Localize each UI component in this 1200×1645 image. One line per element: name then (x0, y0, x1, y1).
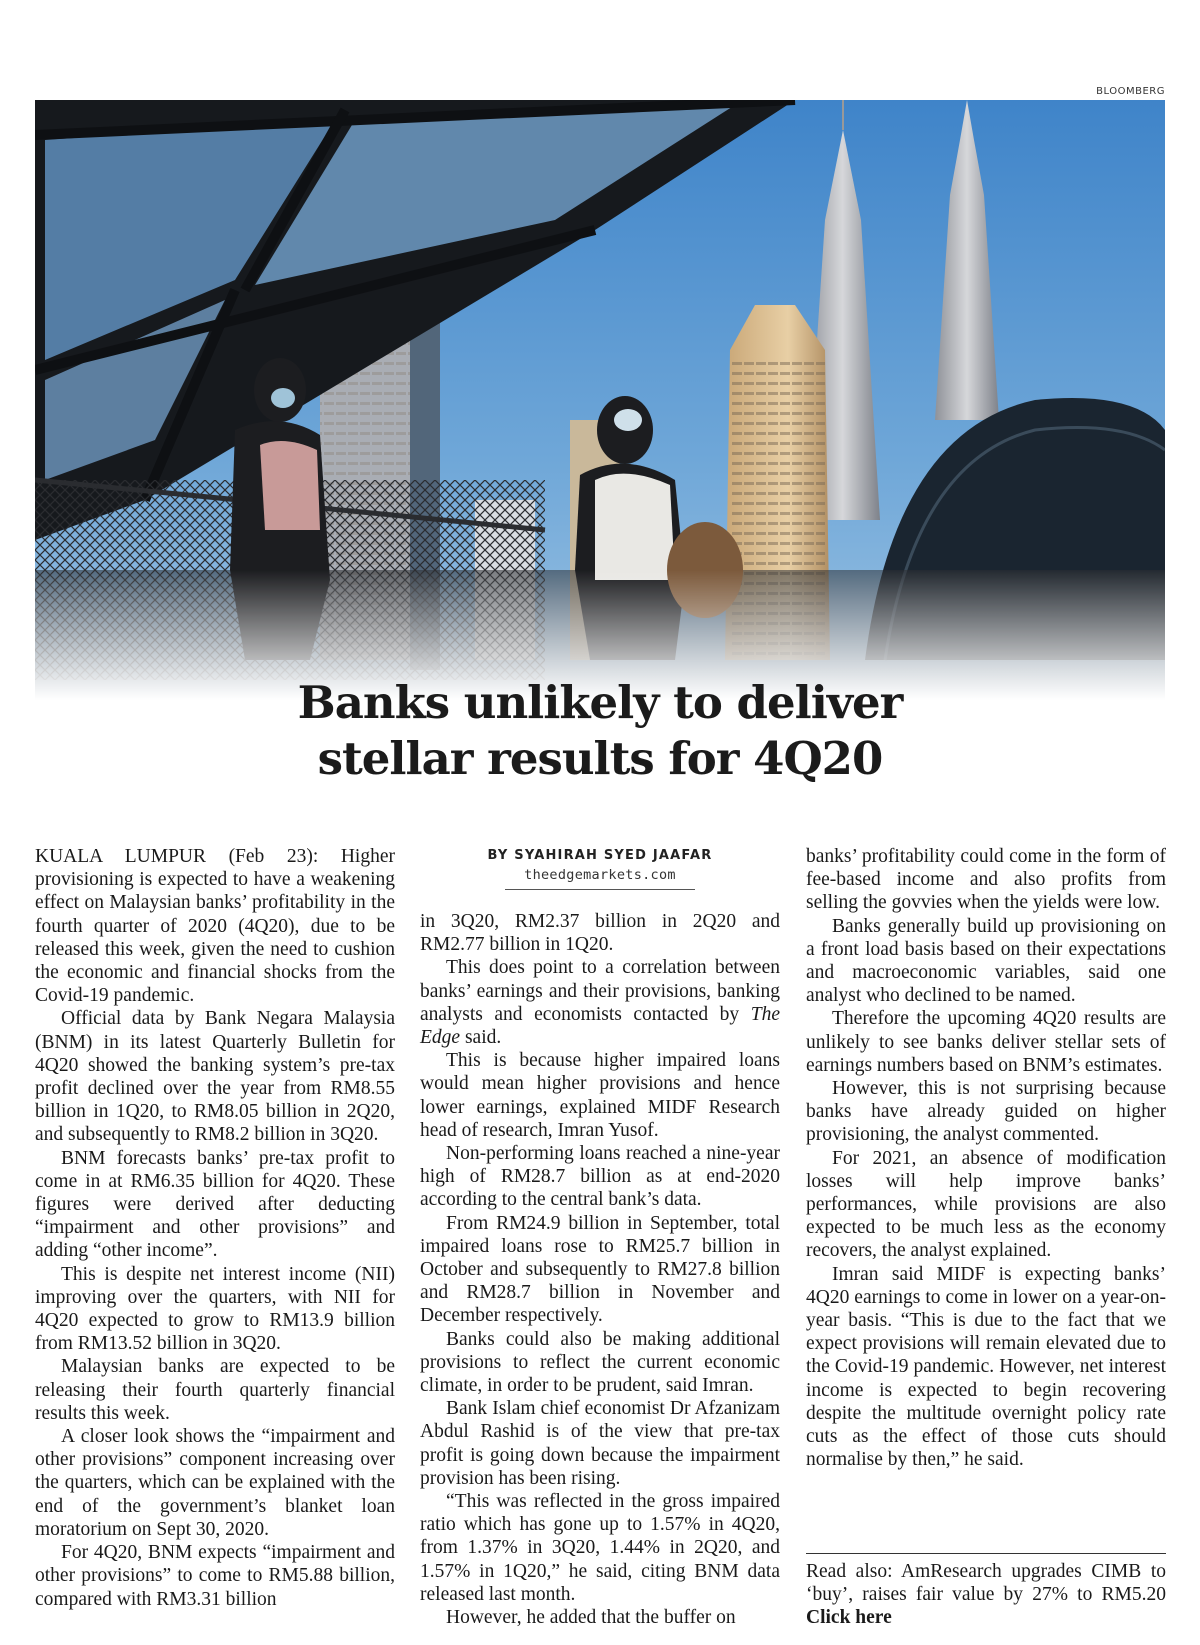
paragraph: Therefore the upcoming 4Q20 results are unlikely to see banks deliver stellar sets of earnings numbers based on BNM’s estimates. (806, 1008, 1166, 1076)
paragraph: Official data by Bank Negara Malaysia (BNM) in its latest Quarterly Bulletin for 4Q20 showed the banking system’s pre-tax profit declined over the year from RM8.55 billion in 1Q20, to RM8.05 billion in 2Q20, and subsequently to RM8.2 billion in 3Q20. (35, 1008, 395, 1146)
paragraph: KUALA LUMPUR (Feb 23): Higher provisioning is expected to have a weakening effect on Malaysian banks’ profitability in the fourth quarter of 2020 (4Q20), due to be released this week, given the need to cushion the economic and financial shocks from the Covid-19 pandemic. (35, 846, 395, 1007)
paragraph: This is because higher impaired loans would mean higher provisions and hence lower earnings, explained MIDF Research head of research, Imran Yusof. (420, 1050, 780, 1141)
paragraph: However, this is not surprising because banks have already guided on higher provisioning, the analyst commented. (806, 1078, 1166, 1146)
paragraph: BNM forecasts banks’ pre-tax profit to come in at RM6.35 billion for 4Q20. These figures were derived after deducting “impairment and other provisions” and adding “other income”. (35, 1147, 395, 1262)
paragraph: Imran said MIDF is expecting banks’ 4Q20 earnings to come in lower on a year-on-year basis. “This is due to the fact that we expect provisions will remain elevated due to the Covid-19 pandemic. However, net interest income is expected to begin recovering despite the multitude overnight policy rate cuts as the effect of those cuts should normalise by then,” he said. (806, 1263, 1166, 1471)
paragraph: Banks could also be making additional provisions to reflect the current economic climate, in order to be prudent, said Imran. (420, 1328, 780, 1397)
paragraph: For 4Q20, BNM expects “impairment and other provisions” to come to RM5.88 billion, compared with RM3.31 billion (35, 1542, 395, 1610)
paragraph: However, he added that the buffer on (446, 1607, 736, 1629)
paragraph-text: said. (460, 1027, 502, 1049)
article-column-1 (35, 845, 395, 1611)
paragraph: Banks generally build up provisioning on a front load basis based on their expectations and macroeconomic variables, said one analyst who declined to be named. (806, 915, 1166, 1007)
headline (0, 675, 1200, 787)
paragraph: banks’ profitability could come in the form of fee-based income and also profits from selling the govvies when the yields were low. (806, 846, 1166, 914)
click-here-link[interactable]: Click here (806, 1607, 892, 1629)
paragraph: in 3Q20, RM2.37 billion in 2Q20 and RM2.77 billion in 1Q20. (420, 911, 780, 956)
photo-credit: BLOOMBERG (1096, 86, 1165, 97)
paragraph (420, 956, 780, 1049)
paragraph: For 2021, an absence of modification losses will help improve banks’ performances, while provisions are also expected to be much less as the economy recovers, the analyst explained. (806, 1147, 1166, 1262)
headline-line-1: Banks unlikely to deliver (297, 676, 903, 729)
byline-site: theedgemarkets.com (524, 867, 676, 883)
hero-photo (35, 100, 1165, 700)
paragraph: Bank Islam chief economist Dr Afzanizam Abdul Rashid is of the view that pre-tax profit is going down because the impairment provision has been rising. (420, 1398, 780, 1489)
paragraph: Malaysian banks are expected to be releasing their fourth quarterly financial results this week. (35, 1356, 395, 1424)
article-column-2 (420, 860, 780, 1629)
read-also-box (806, 1553, 1166, 1630)
paragraph: A closer look shows the “impairment and other provisions” component increasing over the quarters, which can be explained with the end of the government’s blanket loan moratorium on Sept 30, 2020. (35, 1426, 395, 1540)
article-column-3 (806, 845, 1166, 1471)
byline-author: BY SYAHIRAH SYED JAAFAR (487, 848, 713, 863)
paragraph: Non-performing loans reached a nine-year high of RM28.7 billion as at end-2020 according to the central bank’s data. (420, 1143, 780, 1211)
headline-line-2: stellar results for 4Q20 (317, 732, 883, 785)
paragraph: “This was reflected in the gross impaired ratio which has gone up to 1.57% in 4Q20, from 1.37% in 3Q20, 1.44% in 2Q20, and 1.57% in 1Q20,” he said, citing BNM data released last month. (420, 1491, 780, 1605)
publication-name: The Edge (420, 1003, 780, 1049)
paragraph: This is despite net interest income (NII) improving over the quarters, with NII for 4Q20 expected to grow to RM13.9 billion from RM13.52 billion in 3Q20. (35, 1263, 395, 1355)
read-also-text: Read also: AmResearch upgrades CIMB to ‘buy’, raises fair value by 27% to RM5.20 (806, 1561, 1166, 1606)
paragraph: From RM24.9 billion in September, total impaired loans rose to RM25.7 billion in October and subsequently to RM27.8 billion and RM28.7 billion in November and December respectively. (420, 1212, 780, 1327)
paragraph-text: This does point to a correlation between banks’ earnings and their provisions, banking analysts and economists contacted by (420, 957, 780, 1025)
